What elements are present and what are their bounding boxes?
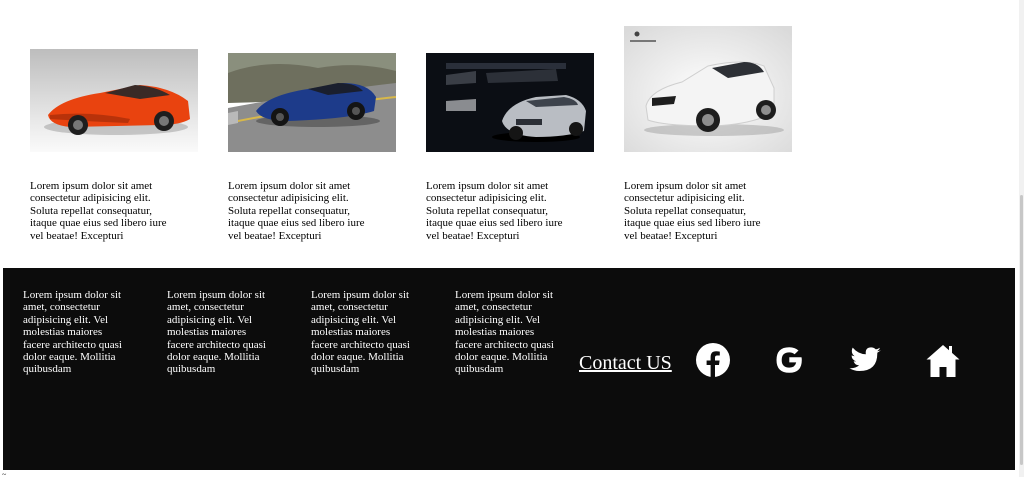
- twitter-icon[interactable]: [847, 342, 883, 378]
- car-image-orange: [30, 49, 198, 152]
- car-image-silver: [426, 53, 594, 152]
- footer-column-text: Lorem ipsum dolor sit amet, consectetur adipisicing elit. Vel molestias maiores facere architecto quasi dolor eaque. Mollitia quibusdam: [23, 289, 122, 376]
- card-text: Lorem ipsum dolor sit amet consectetur adipisicing elit. Soluta repellat consequatur, itaque quae eius sed libero iure vel beatae! Excepturi: [228, 180, 365, 242]
- scrollbar-thumb[interactable]: [1020, 195, 1023, 465]
- contact-us-link[interactable]: Contact US: [579, 352, 672, 374]
- facebook-icon[interactable]: [695, 342, 731, 378]
- bottom-mark: ~: [2, 470, 7, 479]
- footer-column-text: Lorem ipsum dolor sit amet, consectetur adipisicing elit. Vel molestias maiores facere architecto quasi dolor eaque. Mollitia quibusdam: [455, 289, 554, 376]
- card-text: Lorem ipsum dolor sit amet consectetur adipisicing elit. Soluta repellat consequatur, itaque quae eius sed libero iure vel beatae! Excepturi: [426, 180, 563, 242]
- vertical-scrollbar[interactable]: [1019, 0, 1024, 477]
- google-icon[interactable]: [771, 342, 807, 378]
- card-text: Lorem ipsum dolor sit amet consectetur adipisicing elit. Soluta repellat consequatur, itaque quae eius sed libero iure vel beatae! Excepturi: [30, 180, 167, 242]
- car-image-blue: [228, 53, 396, 152]
- footer: [3, 268, 1015, 470]
- car-image-white: [624, 26, 792, 152]
- card-text: Lorem ipsum dolor sit amet consectetur adipisicing elit. Soluta repellat consequatur, itaque quae eius sed libero iure vel beatae! Excepturi: [624, 180, 761, 242]
- footer-column-text: Lorem ipsum dolor sit amet, consectetur adipisicing elit. Vel molestias maiores facere architecto quasi dolor eaque. Mollitia quibusdam: [167, 289, 266, 376]
- home-icon[interactable]: [925, 342, 961, 378]
- footer-column-text: Lorem ipsum dolor sit amet, consectetur adipisicing elit. Vel molestias maiores facere architecto quasi dolor eaque. Mollitia quibusdam: [311, 289, 410, 376]
